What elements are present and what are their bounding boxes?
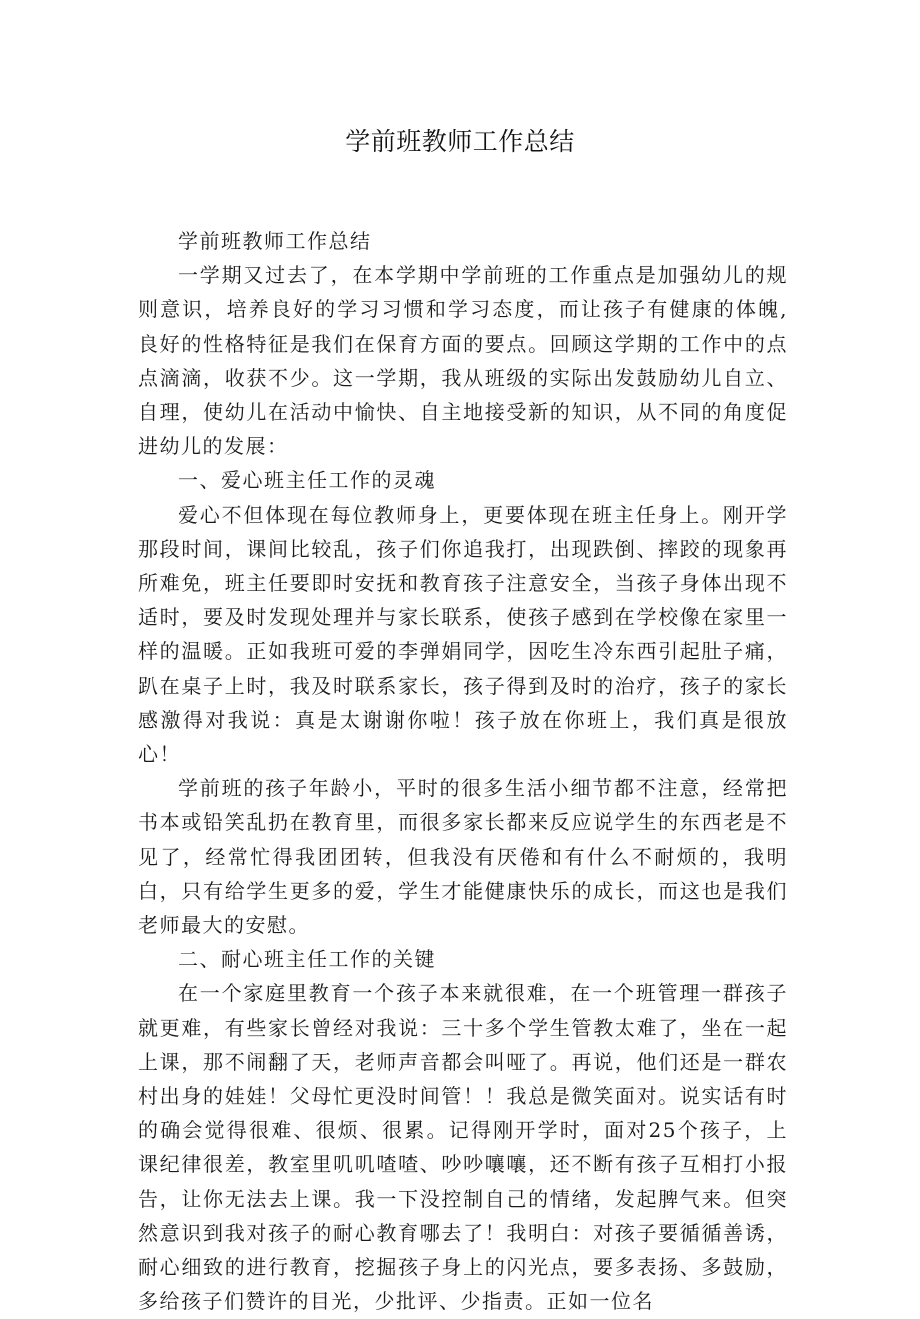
section-heading-love: 一、爱心班主任工作的灵魂 [178, 468, 436, 493]
body-paragraph: 在一个家庭里教育一个孩子本来就很难，在一个班管理一群孩子就更难，有些家长曾经对我说：三十多个学生管教太难了，坐在一起上课，那不闹翻了天，老师声音都会叫哑了。再说，他们还是一群农村出身的娃娃！父母忙更没时间管！！我总是微笑面对。说实话有时的确会觉得很难、很烦、很累。记得刚开学时，面对25个孩子，上课纪律很差，教室里叽叽喳喳、吵吵嚷嚷，还不断有孩子互相打小报告，让你无法去上课。我一下没控制自己的情绪，发起脾气来。但突然意识到我对孩子的耐心教育哪去了！我明白：对孩子要循循善诱，耐心细致的进行教育，挖掘孩子身上的闪光点，要多表扬、多鼓励，多给孩子们赞许的目光，少批评、少指责。正如一位名 [138, 981, 788, 1314]
body-paragraph: 爱心不但体现在每位教师身上，更要体现在班主任身上。刚开学那段时间，课间比较乱，孩子们你追我打，出现跌倒、摔跤的现象再所难免，班主任要即时安抚和教育孩子注意安全，当孩子身体出现不适时，要及时发现处理并与家长联系，使孩子感到在学校像在家里一样的温暖。正如我班可爱的李弹娟同学，因吃生冷东西引起肚子痛，趴在桌子上时，我及时联系家长，孩子得到及时的治疗，孩子的家长感激得对我说：真是太谢谢你啦！孩子放在你班上，我们真是很放心！ [138, 502, 788, 767]
intro-paragraph: 一学期又过去了，在本学期中学前班的工作重点是加强幼儿的规则意识，培养良好的学习习惯和学习态度，而让孩子有健康的体魄,良好的性格特征是我们在保育方面的要点。回顾这学期的工作中的点点滴滴，收获不少。这一学期，我从班级的实际出发鼓励幼儿自立、自理，使幼儿在活动中愉快、自主地接受新的知识，从不同的角度促进幼儿的发展： [138, 263, 788, 459]
document-body [138, 224, 788, 1319]
section-heading-patience: 二、耐心班主任工作的关键 [178, 947, 436, 972]
body-paragraph: 学前班的孩子年龄小，平时的很多生活小细节都不注意，经常把书本或铅笑乱扔在教育里，而很多家长都来反应说学生的东西老是不见了，经常忙得我团团转，但我没有厌倦和有什么不耐烦的，我明白，只有给学生更多的爱，学生才能健康快乐的成长，而这也是我们老师最大的安慰。 [138, 776, 788, 938]
subtitle-paragraph: 学前班教师工作总结 [178, 229, 372, 253]
document-title: 学前班教师工作总结 [345, 127, 575, 156]
